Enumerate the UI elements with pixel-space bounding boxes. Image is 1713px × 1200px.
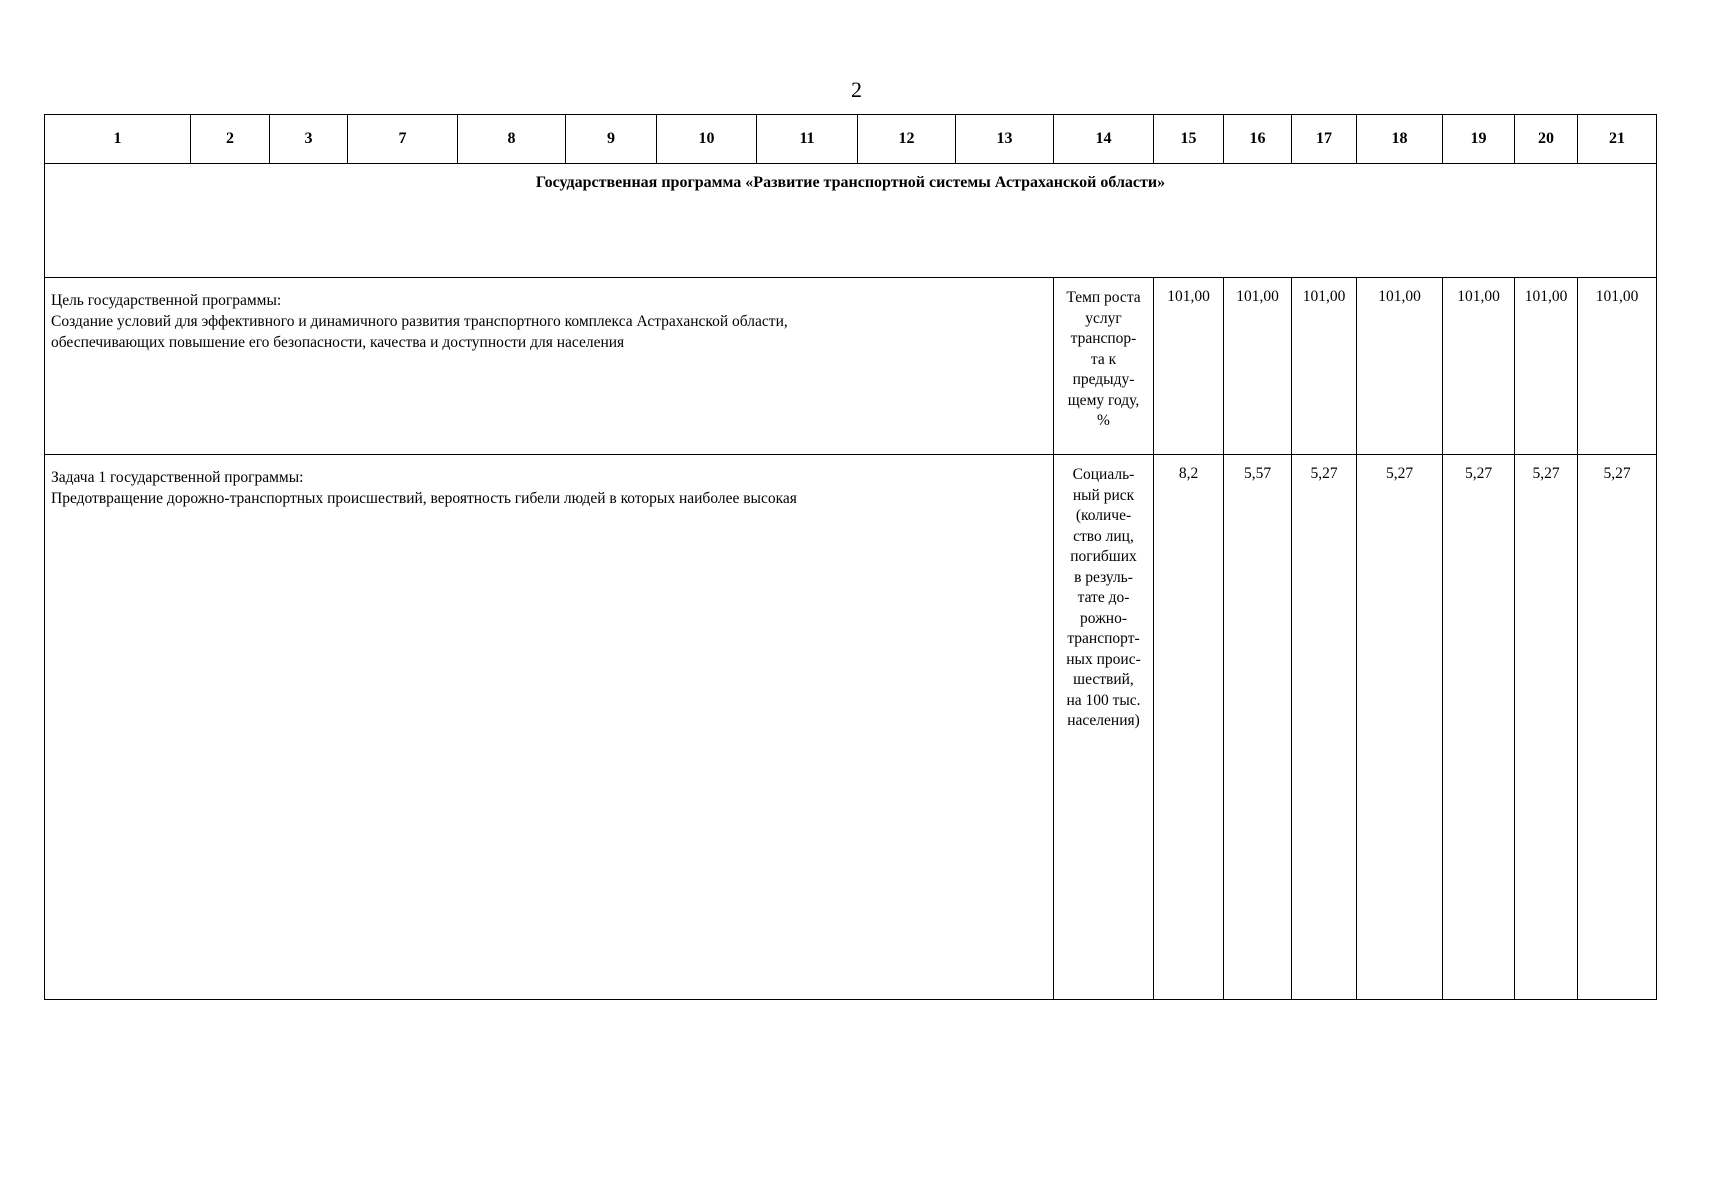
indicator-value: 101,00	[1357, 278, 1443, 455]
page-number: 2	[851, 77, 862, 102]
task-text-cell	[45, 455, 1054, 1000]
indicator-value: 5,27	[1515, 455, 1578, 1000]
col-header: 16	[1224, 115, 1292, 164]
indicator-name: Социаль- ный риск (количе- ство лиц, погибших в резуль- тате до- рожно- транспорт- ных проис- шествий, на 100 тыс. населения)	[1054, 455, 1154, 1000]
header-row	[45, 115, 1657, 164]
col-header: 15	[1154, 115, 1224, 164]
indicator-value: 101,00	[1443, 278, 1515, 455]
indicator-value: 5,27	[1443, 455, 1515, 1000]
indicator-value: 5,27	[1578, 455, 1657, 1000]
col-header: 3	[270, 115, 348, 164]
col-header: 2	[191, 115, 270, 164]
col-header: 20	[1515, 115, 1578, 164]
task-label: Задача 1 государственной программы:	[51, 469, 304, 486]
indicator-value: 5,27	[1292, 455, 1357, 1000]
indicators-table	[44, 114, 1657, 1000]
col-header: 10	[657, 115, 757, 164]
indicator-value: 101,00	[1154, 278, 1224, 455]
col-header: 9	[566, 115, 657, 164]
table-row	[45, 455, 1657, 1000]
col-header: 8	[458, 115, 566, 164]
col-header: 13	[956, 115, 1054, 164]
goal-text-line: обеспечивающих повышение его безопасности, качества и доступности для населения	[51, 334, 625, 351]
col-header: 12	[858, 115, 956, 164]
col-header: 17	[1292, 115, 1357, 164]
indicator-value: 101,00	[1292, 278, 1357, 455]
col-header: 18	[1357, 115, 1443, 164]
indicator-value: 5,57	[1224, 455, 1292, 1000]
indicator-value: 101,00	[1515, 278, 1578, 455]
goal-text-cell	[45, 278, 1054, 455]
indicator-value: 5,27	[1357, 455, 1443, 1000]
program-title: Государственная программа «Развитие транспортной системы Астраханской области»	[45, 164, 1657, 278]
col-header: 19	[1443, 115, 1515, 164]
col-header: 11	[757, 115, 858, 164]
table-row	[45, 278, 1657, 455]
col-header: 7	[348, 115, 458, 164]
program-row	[45, 164, 1657, 278]
col-header: 14	[1054, 115, 1154, 164]
goal-label: Цель государственной программы:	[51, 292, 282, 309]
goal-text-line: Создание условий для эффективного и динамичного развития транспортного комплекса Астраханской области,	[51, 313, 788, 330]
task-text-line: Предотвращение дорожно-транспортных происшествий, вероятность гибели людей в которых наиболее высокая	[51, 490, 797, 507]
indicator-name: Темп роста услуг транспор- та к предыду- щему году, %	[1054, 278, 1154, 455]
col-header: 21	[1578, 115, 1657, 164]
indicator-value: 101,00	[1224, 278, 1292, 455]
col-header: 1	[45, 115, 191, 164]
indicator-value: 101,00	[1578, 278, 1657, 455]
indicator-value: 8,2	[1154, 455, 1224, 1000]
